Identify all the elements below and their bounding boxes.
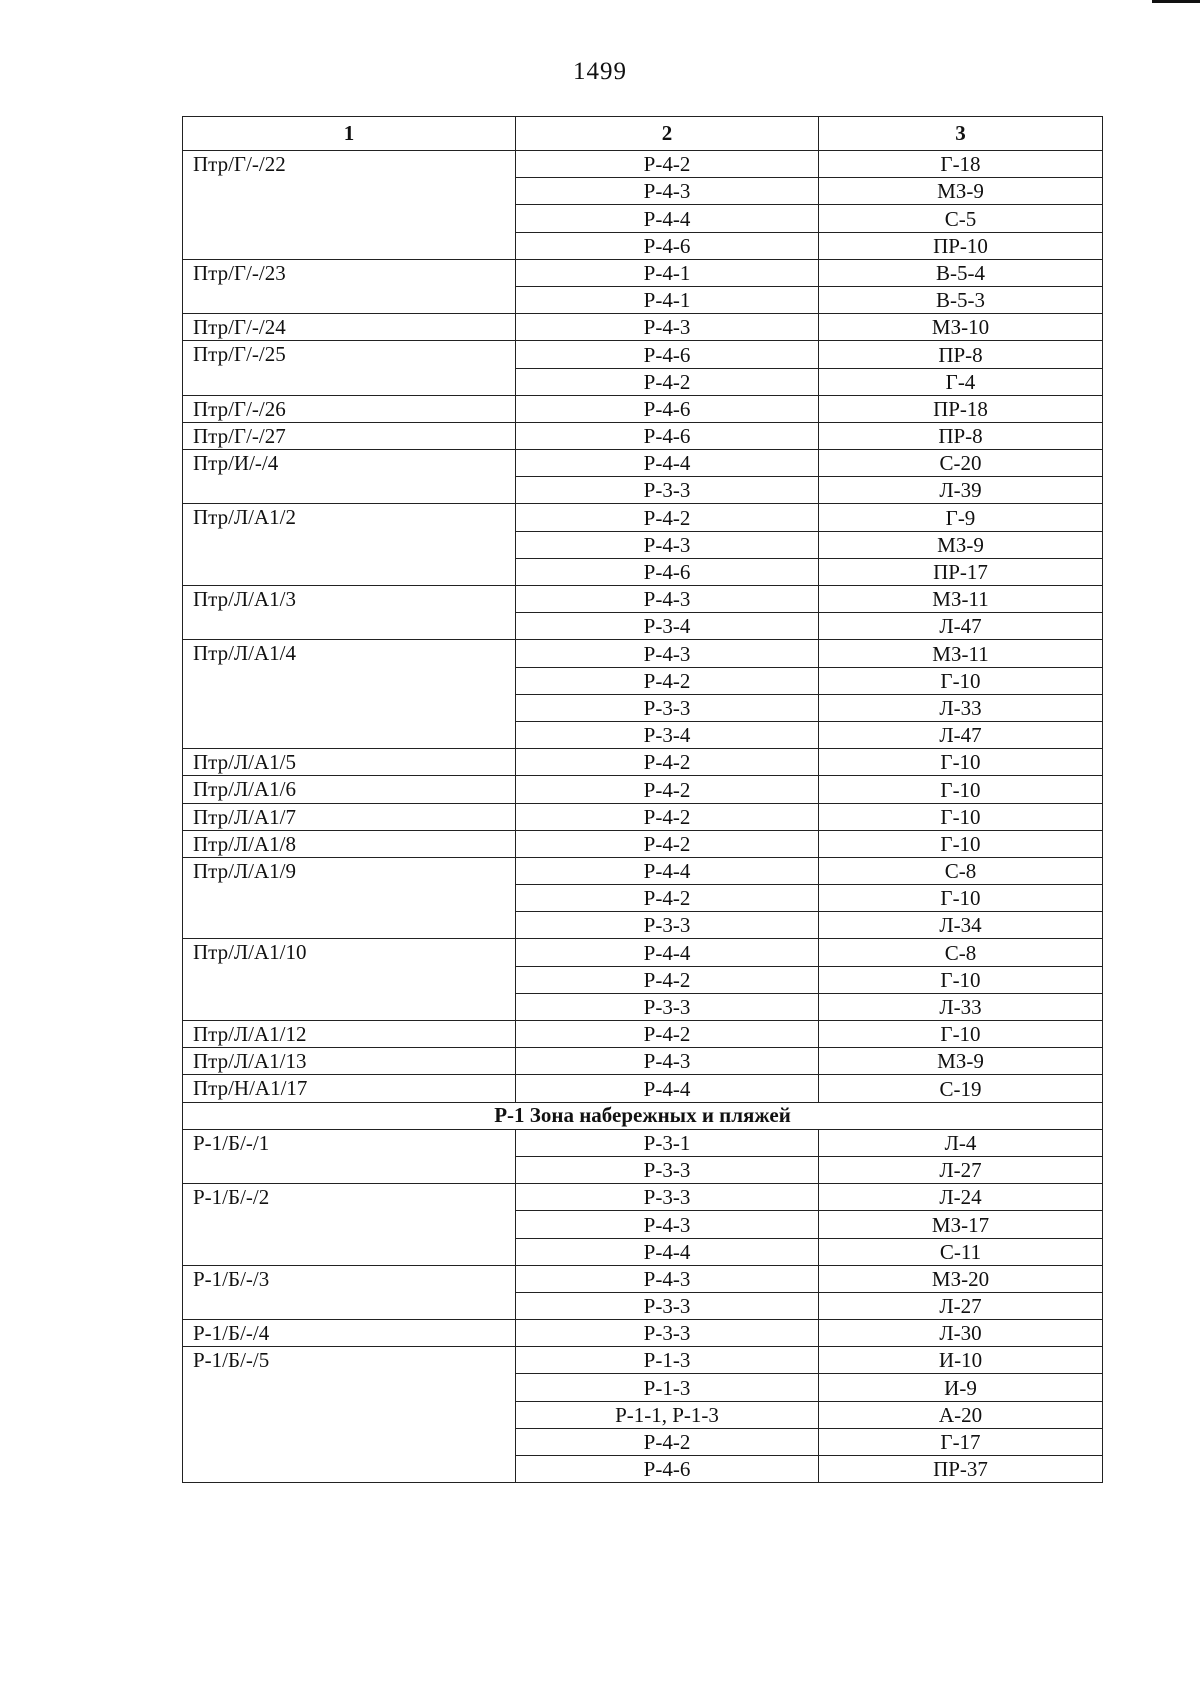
zone-cell: Р-4-4 (516, 450, 819, 477)
zone-cell: Р-1-3 (516, 1374, 819, 1401)
table-row (183, 830, 1103, 857)
ref-cell: Л-4 (819, 1129, 1103, 1156)
corner-scan-mark (1152, 0, 1200, 3)
table-row (183, 341, 1103, 368)
zone-cell: Р-4-2 (516, 504, 819, 531)
table-row (183, 1320, 1103, 1347)
zone-cell: Р-4-2 (516, 1021, 819, 1048)
table-row (183, 857, 1103, 884)
row-code-cell: Птр/Г/-/24 (183, 314, 516, 341)
zone-cell: Р-4-1 (516, 286, 819, 313)
ref-cell: Л-27 (819, 1156, 1103, 1183)
ref-cell: А-20 (819, 1401, 1103, 1428)
row-code-cell: Птр/Г/-/26 (183, 395, 516, 422)
table-row (183, 259, 1103, 286)
zone-cell: Р-4-3 (516, 586, 819, 613)
row-code-cell: Птр/Л/А1/7 (183, 803, 516, 830)
ref-cell: Л-24 (819, 1184, 1103, 1211)
zone-cell: Р-4-6 (516, 395, 819, 422)
zone-cell: Р-3-3 (516, 1156, 819, 1183)
data-table (182, 116, 1103, 1483)
ref-cell: Л-47 (819, 613, 1103, 640)
ref-cell: Г-10 (819, 749, 1103, 776)
zone-cell: Р-3-3 (516, 1184, 819, 1211)
ref-cell: ПР-8 (819, 341, 1103, 368)
ref-cell: Л-39 (819, 477, 1103, 504)
column-header-3: 3 (819, 117, 1103, 151)
ref-cell: ПР-17 (819, 558, 1103, 585)
ref-cell: ПР-18 (819, 395, 1103, 422)
zone-cell: Р-1-1, Р-1-3 (516, 1401, 819, 1428)
ref-cell: Г-10 (819, 830, 1103, 857)
zone-cell: Р-4-1 (516, 259, 819, 286)
ref-cell: МЗ-9 (819, 1048, 1103, 1075)
table-row (183, 151, 1103, 178)
row-code-cell: Птр/Л/А1/2 (183, 504, 516, 586)
ref-cell: Л-33 (819, 694, 1103, 721)
ref-cell: Л-47 (819, 721, 1103, 748)
zone-cell: Р-4-2 (516, 885, 819, 912)
zone-cell: Р-4-3 (516, 640, 819, 667)
table-row (183, 939, 1103, 966)
row-code-cell: Р-1/Б/-/1 (183, 1129, 516, 1183)
ref-cell: МЗ-9 (819, 178, 1103, 205)
zone-cell: Р-4-3 (516, 1211, 819, 1238)
row-code-cell: Р-1/Б/-/5 (183, 1347, 516, 1483)
row-code-cell: Птр/Л/А1/3 (183, 586, 516, 640)
zone-cell: Р-3-3 (516, 1292, 819, 1319)
table-row (183, 1129, 1103, 1156)
zone-cell: Р-4-3 (516, 178, 819, 205)
zone-cell: Р-3-4 (516, 613, 819, 640)
ref-cell: Г-18 (819, 151, 1103, 178)
zone-cell: Р-4-6 (516, 422, 819, 449)
row-code-cell: Р-1/Б/-/3 (183, 1265, 516, 1319)
zone-cell: Р-4-2 (516, 830, 819, 857)
ref-cell: ПР-8 (819, 422, 1103, 449)
zone-cell: Р-3-1 (516, 1129, 819, 1156)
zone-cell: Р-4-2 (516, 368, 819, 395)
table-row (183, 395, 1103, 422)
zone-cell: Р-4-2 (516, 749, 819, 776)
zone-cell: Р-4-4 (516, 939, 819, 966)
zone-cell: Р-4-3 (516, 314, 819, 341)
zone-cell: Р-4-2 (516, 803, 819, 830)
ref-cell: С-8 (819, 939, 1103, 966)
table-row (183, 586, 1103, 613)
zone-cell: Р-3-3 (516, 1320, 819, 1347)
ref-cell: Г-9 (819, 504, 1103, 531)
zone-cell: Р-3-3 (516, 993, 819, 1020)
zone-cell: Р-4-2 (516, 151, 819, 178)
ref-cell: С-20 (819, 450, 1103, 477)
zone-cell: Р-4-2 (516, 667, 819, 694)
table-row (183, 803, 1103, 830)
zone-cell: Р-3-4 (516, 721, 819, 748)
row-code-cell: Птр/Л/А1/13 (183, 1048, 516, 1075)
zone-cell: Р-4-2 (516, 1428, 819, 1455)
zone-cell: Р-3-3 (516, 694, 819, 721)
table-row (183, 1048, 1103, 1075)
ref-cell: МЗ-11 (819, 640, 1103, 667)
ref-cell: Г-10 (819, 966, 1103, 993)
table-row (183, 422, 1103, 449)
page-number: 1499 (573, 58, 627, 85)
ref-cell: Г-10 (819, 776, 1103, 803)
column-header-1: 1 (183, 117, 516, 151)
table-row (183, 1021, 1103, 1048)
zone-cell: Р-4-6 (516, 232, 819, 259)
row-code-cell: Р-1/Б/-/4 (183, 1320, 516, 1347)
row-code-cell: Птр/Л/А1/9 (183, 857, 516, 939)
table-row (183, 504, 1103, 531)
table-row (183, 450, 1103, 477)
ref-cell: МЗ-11 (819, 586, 1103, 613)
ref-cell: Г-10 (819, 803, 1103, 830)
row-code-cell: Птр/Г/-/22 (183, 151, 516, 260)
row-code-cell: Р-1/Б/-/2 (183, 1184, 516, 1266)
row-code-cell: Птр/Л/А1/5 (183, 749, 516, 776)
zone-cell: Р-4-4 (516, 1075, 819, 1102)
table-row (183, 314, 1103, 341)
ref-cell: Г-4 (819, 368, 1103, 395)
ref-cell: МЗ-17 (819, 1211, 1103, 1238)
row-code-cell: Птр/Г/-/23 (183, 259, 516, 313)
ref-cell: С-5 (819, 205, 1103, 232)
zone-cell: Р-4-3 (516, 1048, 819, 1075)
zone-cell: Р-4-6 (516, 558, 819, 585)
zone-cell: Р-4-2 (516, 966, 819, 993)
ref-cell: И-9 (819, 1374, 1103, 1401)
table-row (183, 1265, 1103, 1292)
table-row (183, 776, 1103, 803)
row-code-cell: Птр/Л/А1/4 (183, 640, 516, 749)
section-title: Р-1 Зона набережных и пляжей (183, 1102, 1103, 1129)
ref-cell: Г-10 (819, 667, 1103, 694)
ref-cell: Г-10 (819, 1021, 1103, 1048)
ref-cell: Л-27 (819, 1292, 1103, 1319)
ref-cell: В-5-3 (819, 286, 1103, 313)
ref-cell: В-5-4 (819, 259, 1103, 286)
ref-cell: С-11 (819, 1238, 1103, 1265)
table-body-before-section (183, 151, 1103, 1103)
column-header-2: 2 (516, 117, 819, 151)
zone-cell: Р-4-4 (516, 1238, 819, 1265)
zone-cell: Р-3-3 (516, 912, 819, 939)
table-row (183, 1184, 1103, 1211)
table-row (183, 640, 1103, 667)
zone-cell: Р-4-4 (516, 205, 819, 232)
zone-cell: Р-4-3 (516, 531, 819, 558)
ref-cell: ПР-10 (819, 232, 1103, 259)
ref-cell: Л-30 (819, 1320, 1103, 1347)
row-code-cell: Птр/И/-/4 (183, 450, 516, 504)
zone-cell: Р-4-2 (516, 776, 819, 803)
zone-cell: Р-4-3 (516, 1265, 819, 1292)
ref-cell: Л-33 (819, 993, 1103, 1020)
zone-cell: Р-4-6 (516, 1456, 819, 1483)
ref-cell: Г-17 (819, 1428, 1103, 1455)
row-code-cell: Птр/Н/А1/17 (183, 1075, 516, 1102)
ref-cell: С-8 (819, 857, 1103, 884)
ref-cell: МЗ-10 (819, 314, 1103, 341)
table-body-after-section (183, 1129, 1103, 1482)
ref-cell: С-19 (819, 1075, 1103, 1102)
ref-cell: ПР-37 (819, 1456, 1103, 1483)
ref-cell: МЗ-9 (819, 531, 1103, 558)
table-header-row (183, 117, 1103, 151)
zone-cell: Р-3-3 (516, 477, 819, 504)
row-code-cell: Птр/Л/А1/8 (183, 830, 516, 857)
row-code-cell: Птр/Г/-/27 (183, 422, 516, 449)
row-code-cell: Птр/Г/-/25 (183, 341, 516, 395)
ref-cell: Л-34 (819, 912, 1103, 939)
zone-cell: Р-4-4 (516, 857, 819, 884)
ref-cell: Г-10 (819, 885, 1103, 912)
row-code-cell: Птр/Л/А1/10 (183, 939, 516, 1021)
section-row (183, 1102, 1103, 1129)
table-row (183, 1347, 1103, 1374)
table-row (183, 749, 1103, 776)
table-row (183, 1075, 1103, 1102)
zone-cell: Р-1-3 (516, 1347, 819, 1374)
row-code-cell: Птр/Л/А1/12 (183, 1021, 516, 1048)
ref-cell: И-10 (819, 1347, 1103, 1374)
row-code-cell: Птр/Л/А1/6 (183, 776, 516, 803)
ref-cell: МЗ-20 (819, 1265, 1103, 1292)
zone-cell: Р-4-6 (516, 341, 819, 368)
table-section-divider (183, 1102, 1103, 1129)
